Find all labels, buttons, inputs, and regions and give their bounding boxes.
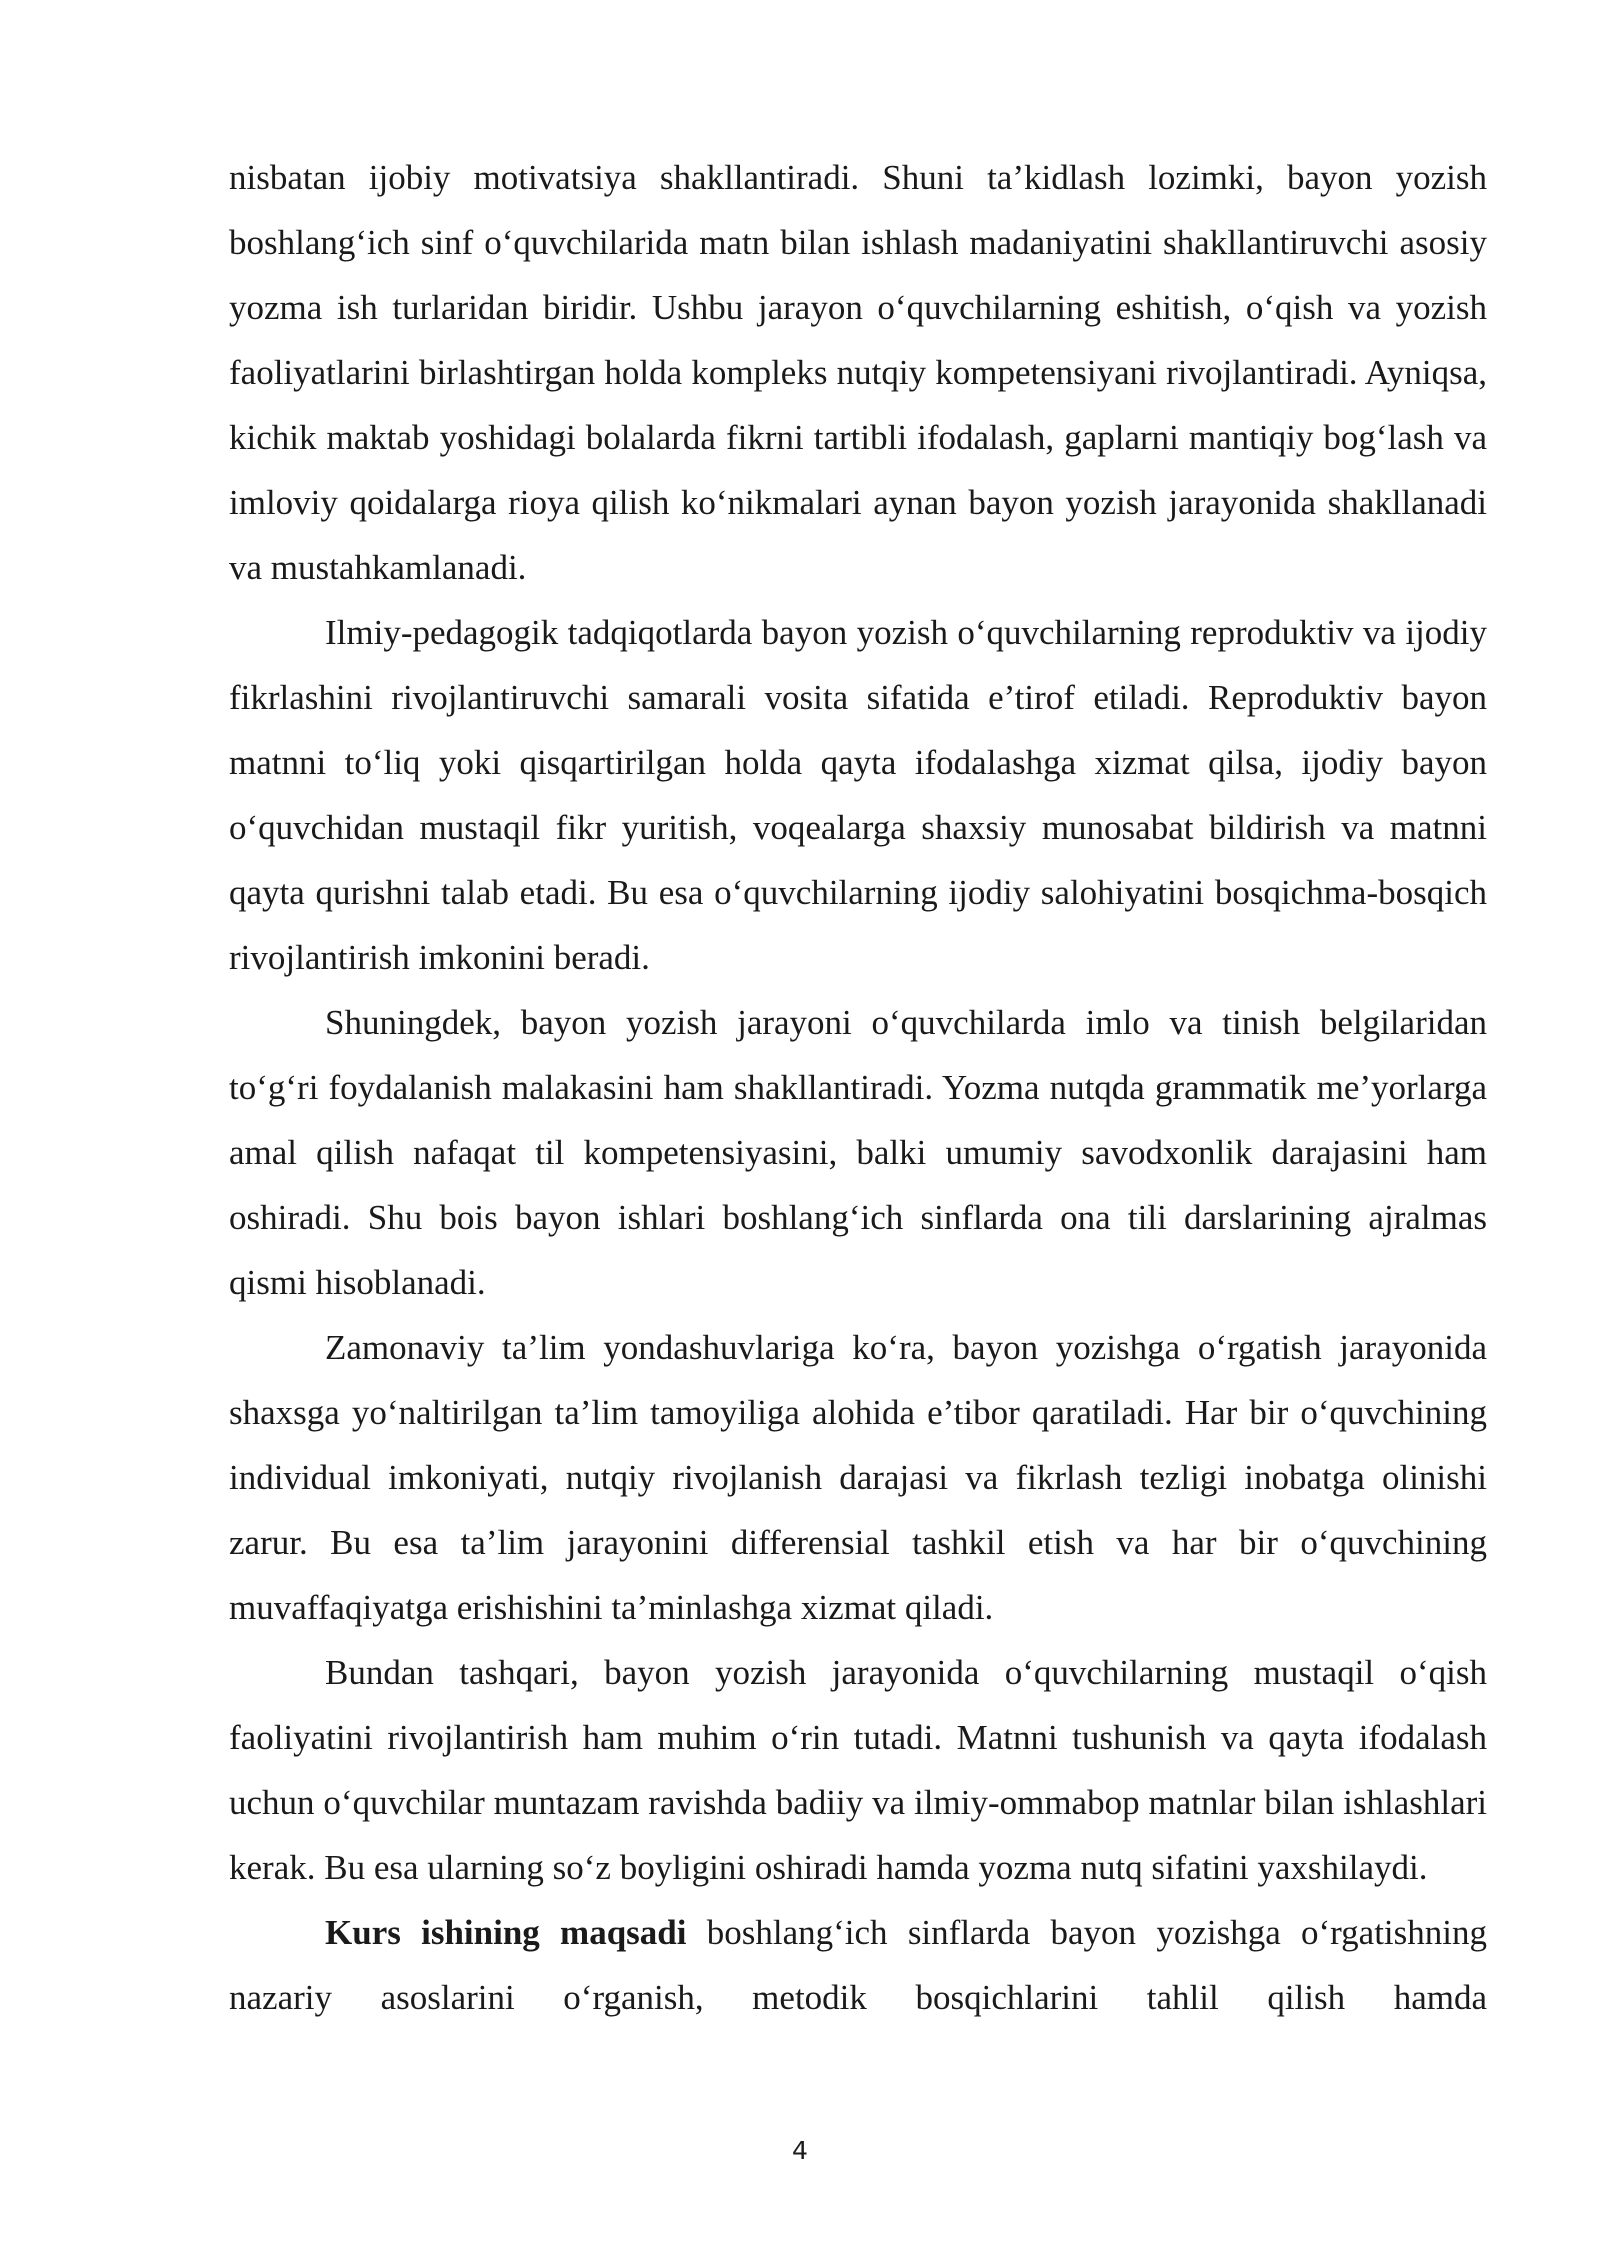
paragraph: Zamonaviy ta’lim yondashuvlariga ko‘ra, bayon yozishga o‘rgatish jarayonida shaxsga yo‘naltirilgan ta’lim tamoyiliga alohida e’tibor qaratiladi. Har bir o‘quvchining individual imkoniyati, nutqiy rivojlanish darajasi va fikrlash tezligi inobatga olinishi zarur. Bu esa ta’lim jarayonini differensial tashkil etish va har bir o‘quvchining muvaffaqiyatga erishishini ta’minlashga xizmat qiladi. (229, 1328, 1487, 1627)
bold-phrase: Kurs ishining maqsadi (325, 1913, 687, 1952)
page-number: 4 (792, 2136, 808, 2165)
paragraph: Shuningdek, bayon yozish jarayoni o‘quvchilarda imlo va tinish belgilaridan to‘g‘ri foydalanish malakasini ham shakllantiradi. Yozma nutqda grammatik me’yorlarga amal qilish nafaqat til kompetensiyasini, balki umumiy savodxonlik darajasini ham oshiradi. Shu bois bayon ishlari boshlang‘ich sinflarda ona tili darslarining ajralmas qismi hisoblanadi. (229, 1003, 1487, 1302)
paragraph-course-goal (229, 1900, 1487, 2030)
body-text (229, 145, 1487, 2030)
paragraph-continuation: nisbatan ijobiy motivatsiya shakllantiradi. Shuni ta’kidlash lozimki, bayon yozish boshlang‘ich sinf o‘quvchilarida matn bilan ishlash madaniyatini shakllantiruvchi asosiy yozma ish turlaridan biridir. Ushbu jarayon o‘quvchilarning eshitish, o‘qish va yozish faoliyatlarini birlashtirgan holda kompleks nutqiy kompetensiyani rivojlantiradi. Ayniqsa, kichik maktab yoshidagi bolalarda fikrni tartibli ifodalash, gaplarni mantiqiy bog‘lash va imloviy qoidalarga rioya qilish ko‘nikmalari aynan bayon yozish jarayonida shakllanadi va mustahkamlanadi. (229, 158, 1487, 587)
paragraph: Bundan tashqari, bayon yozish jarayonida o‘quvchilarning mustaqil o‘qish faoliyatini rivojlantirish ham muhim o‘rin tutadi. Matnni tushunish va qayta ifodalash uchun o‘quvchilar muntazam ravishda badiiy va ilmiy-ommabop matnlar bilan ishlashlari kerak. Bu esa ularning so‘z boyligini oshiradi hamda yozma nutq sifatini yaxshilaydi. (229, 1653, 1487, 1887)
paragraph-text: boshlang‘ich sinflarda bayon yozishga o‘rgatishning nazariy asoslarini o‘rganish, metodik bosqichlarini tahlil qilish hamda (229, 1913, 1488, 2017)
paragraph: Ilmiy-pedagogik tadqiqotlarda bayon yozish o‘quvchilarning reproduktiv va ijodiy fikrlashini rivojlantiruvchi samarali vosita sifatida e’tirof etiladi. Reproduktiv bayon matnni to‘liq yoki qisqartirilgan holda qayta ifodalashga xizmat qilsa, ijodiy bayon o‘quvchidan mustaqil fikr yuritish, voqealarga shaxsiy munosabat bildirish va matnni qayta qurishni talab etadi. Bu esa o‘quvchilarning ijodiy salohiyatini bosqichma-bosqich rivojlantirish imkonini beradi. (229, 613, 1487, 977)
